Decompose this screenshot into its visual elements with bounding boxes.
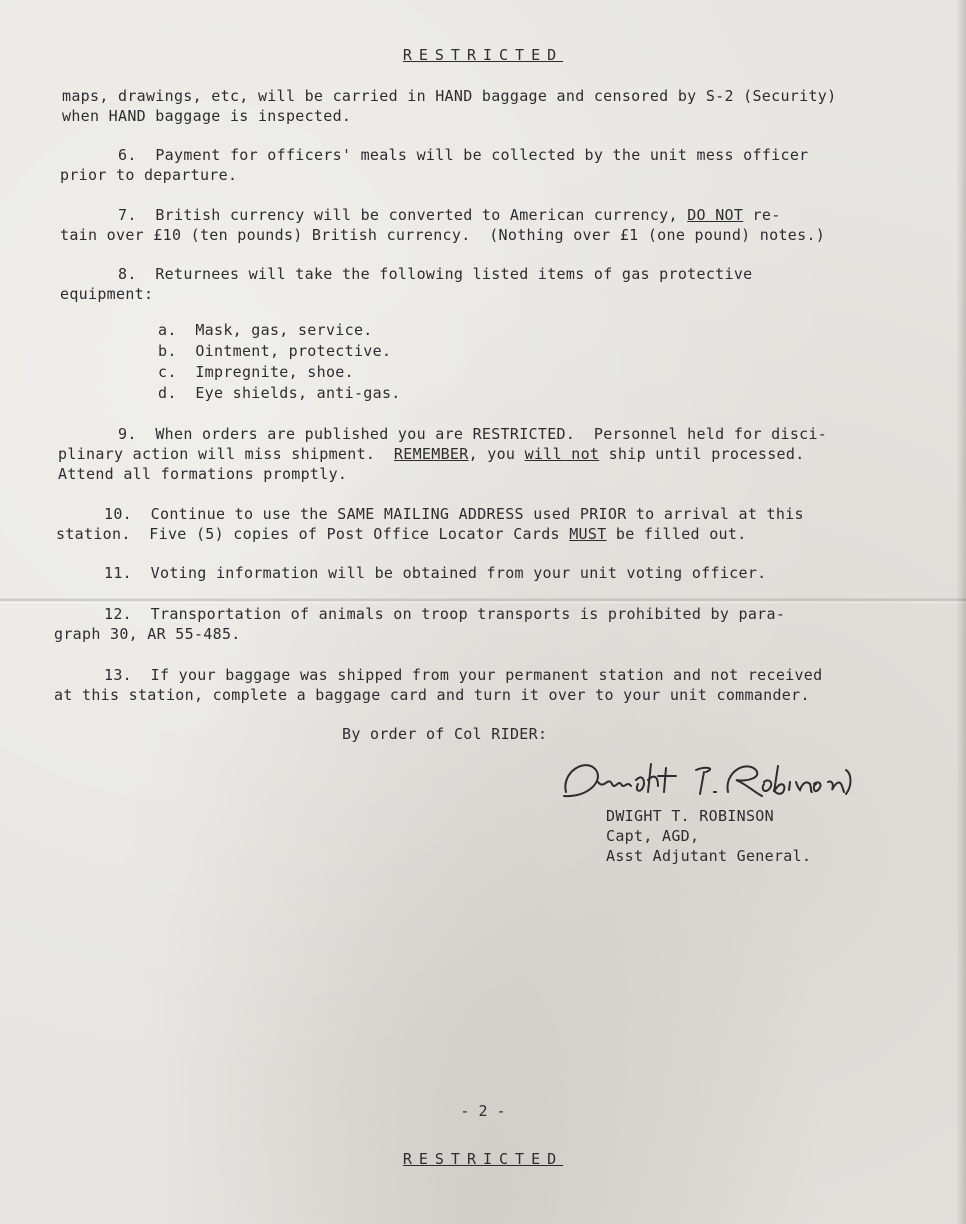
para7-line1-end: re- <box>752 206 781 224</box>
signer-rank: Capt, AGD, <box>606 827 700 845</box>
list-item-c: c. Impregnite, shoe. <box>158 363 354 381</box>
continuation-line-2: when HAND baggage is inspected. <box>62 107 352 125</box>
para9-remember: REMEMBER <box>393 445 469 463</box>
signature <box>556 752 856 812</box>
list-item-d: d. Eye shields, anti-gas. <box>158 384 401 402</box>
by-order-line: By order of Col RIDER: <box>342 725 548 743</box>
para7-text: 7. British currency will be converted to American currency, <box>118 206 678 224</box>
signer-title: Asst Adjutant General. <box>606 847 812 865</box>
para7-line-1 <box>118 205 781 225</box>
para9-line-1: 9. When orders are published you are RESTRICTED. Personnel held for disci- <box>118 425 828 443</box>
para13-line-2: at this station, complete a baggage card and turn it over to your unit commander. <box>54 686 810 704</box>
para10-line-1: 10. Continue to use the SAME MAILING ADDRESS used PRIOR to arrival at this <box>104 505 804 523</box>
para7-line-2: tain over £10 (ten pounds) British currency. (Nothing over £1 (one pound) notes.) <box>60 226 826 244</box>
restricted-header: RESTRICTED <box>402 46 564 64</box>
list-item-a: a. Mask, gas, service. <box>158 321 373 339</box>
para12-line-1: 12. Transportation of animals on troop transports is prohibited by para- <box>104 605 786 623</box>
para10-line-2 <box>56 524 747 544</box>
para10-line2-b: be filled out. <box>615 525 747 543</box>
para6-line-1: 6. Payment for officers' meals will be collected by the unit mess officer <box>118 146 809 164</box>
para9-line2-c: ship until processed. <box>608 445 805 463</box>
signer-name: DWIGHT T. ROBINSON <box>606 807 774 825</box>
list-item-b: b. Ointment, protective. <box>158 342 392 360</box>
para9-will-not: will not <box>524 445 600 463</box>
para8-line-2: equipment: <box>60 285 154 303</box>
para9-line2-b: , you <box>468 445 516 463</box>
para7-do-not: DO NOT <box>687 206 744 224</box>
continuation-line-1: maps, drawings, etc, will be carried in HAND baggage and censored by S-2 (Security) <box>62 87 837 105</box>
restricted-footer: RESTRICTED <box>402 1150 564 1168</box>
para9-line-3: Attend all formations promptly. <box>58 465 348 483</box>
paper-edge-shadow <box>956 0 966 1224</box>
para12-line-2: graph 30, AR 55-485. <box>54 625 241 643</box>
para6-line-2: prior to departure. <box>60 166 238 184</box>
para13-line-1: 13. If your baggage was shipped from your permanent station and not received <box>104 666 823 684</box>
para10-line2-a: station. Five (5) copies of Post Office Locator Cards <box>56 525 560 543</box>
page-number: - 2 - <box>460 1102 506 1120</box>
para9-line-2 <box>58 444 805 464</box>
para9-line2-a: plinary action will miss shipment. <box>58 445 376 463</box>
para10-must: MUST <box>569 525 607 543</box>
para11-line: 11. Voting information will be obtained from your unit voting officer. <box>104 564 767 582</box>
para8-line-1: 8. Returnees will take the following listed items of gas protective <box>118 265 753 283</box>
